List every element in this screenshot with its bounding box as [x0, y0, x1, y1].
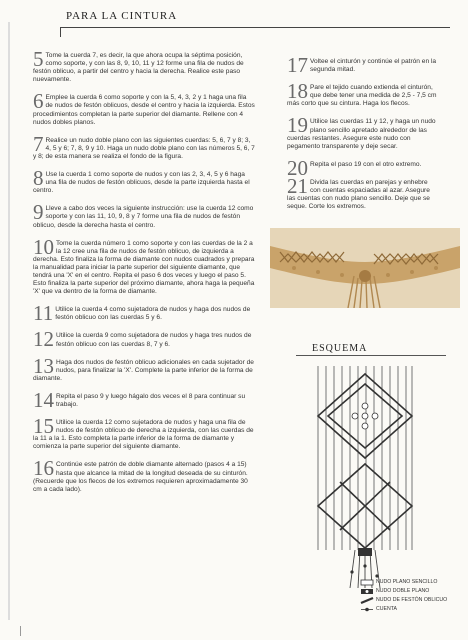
step-number: 16: [33, 456, 54, 481]
step-16: [33, 456, 255, 493]
step-text: Tome la cuerda 7, es decir, la que ahora ocupa la séptima posición, como soporte, y con las 8, 9, 10, 11 y 12 forme una fila de nudos de festón oblicuo, a partir del centro y hacia la derecha. Realice este paso nuevamente.: [33, 52, 244, 84]
legend-label: NUDO DE FESTÓN OBLICUO: [376, 597, 448, 603]
nudo-feston-oblicuo-icon: [360, 596, 374, 605]
cuenta-icon: [360, 605, 374, 614]
step-text: Use la cuerda 1 como soporte de nudos y con las 2, 3, 4, 5 y 6 haga una fila de nudos de festón oblicuos, desde la parte izquierda hasta el centro.: [33, 171, 250, 195]
page-foot-tick: [20, 626, 21, 636]
step-text: Tome la cuerda número 1 como soporte y con las cuerdas de la 2 a la 12 cree una fila de nudos de festón oblicuo, de izquierda a derecha. Esto finaliza la forma de diamante con nudos cuadrados y prepara la manualidad para iniciar la parte superior del siguiente diamante, que tendrá una 'X' en el centro. Repita el paso 6 dos veces y luego el paso 5. Esto finaliza la parte superior del próximo diamante, ahora haga la pequeña 'X' que va dentro de la forma de diamante.: [33, 239, 255, 296]
step-15: [33, 414, 255, 451]
step-9: [33, 200, 255, 229]
legend-item-nudo-doble-plano: [360, 587, 460, 596]
header-tick: [60, 27, 61, 37]
step-text: Repita el paso 9 y luego hágalo dos veces el 8 para continuar su trabajo.: [56, 392, 246, 408]
step-10: [33, 234, 255, 297]
nudo-doble-plano-icon: [360, 587, 374, 596]
step-text: Utilice la cuerda 12 como sujetadora de nudos y haga una fila de nudos de festón oblicuo de derecha a izquierda, con las cuerdas de la 11 a la 1. Esto completa la parte inferior de la forma de diamante y comienza la parte superior del siguiente diamante.: [33, 419, 254, 451]
step-number: 15: [33, 414, 54, 439]
page-edge: [8, 22, 10, 620]
step-number: 12: [33, 327, 54, 352]
step-number: 7: [33, 131, 44, 156]
step-11: [33, 301, 255, 326]
step-6: [33, 89, 255, 126]
step-text: Utilice las cuerdas 11 y 12, y haga un nudo plano sencillo apretado alrededor de las cuerdas restantes. Asegure este nudo con pegamento transparente y deje secar.: [287, 118, 436, 150]
right-column: [287, 53, 437, 221]
legend-label: NUDO PLANO SENCILLO: [376, 579, 438, 585]
step-12: [33, 327, 255, 352]
legend-label: CUENTA: [376, 606, 397, 612]
step-20: [287, 155, 437, 180]
header-rule: [60, 27, 450, 28]
step-text: Emplee la cuerda 6 como soporte y con la 5, 4, 3, 2 y 1 haga una fila de nudos de festón oblicuos, desde el centro y hacia la izquierda. Estos procedimientos completan la parte superior del diamante. Rellene con 4 nudos dobles planos.: [33, 94, 255, 126]
step-number: 10: [33, 234, 54, 259]
step-number: 5: [33, 47, 44, 71]
macrame-schema-diagram: [300, 360, 430, 590]
belt-photo-image: [270, 228, 460, 308]
step-7: [33, 131, 255, 161]
step-text: Realice un nudo doble plano con las siguientes cuerdas: 5, 6, 7 y 8; 3, 4, 5 y 6; 7, 8, 9 y 10. Haga un nudo doble plano con las números 5, 6, 7 y 8; de esta manera se realiza el fondo de la figura.: [33, 136, 255, 160]
step-number: 19: [287, 113, 308, 138]
diagram-rule: [296, 355, 446, 356]
step-number: 8: [33, 166, 44, 191]
legend-item-nudo-plano-sencillo: [360, 578, 460, 587]
nudo-plano-sencillo-icon: [360, 578, 374, 587]
step-21: [287, 173, 437, 211]
step-number: 18: [287, 79, 308, 104]
step-13: [33, 353, 255, 383]
step-19: [287, 113, 437, 150]
legend-item-cuenta: [360, 605, 460, 614]
step-text: Voltee el cinturón y continúe el patrón en la segunda mitad.: [310, 58, 437, 74]
step-17: [287, 53, 437, 77]
step-text: Divida las cuerdas en parejas y enhebre con cuentas espaciadas al azar. Asegure las cuentas con nudo plano sencillo. Deje que se seque. Corte los extremos.: [287, 178, 430, 211]
step-14: [33, 387, 255, 412]
step-text: Haga dos nudos de festón oblicuo adicionales en cada sujetador de nudos, para finalizar la 'X'. Complete la parte inferior de la forma de diamante.: [33, 358, 254, 382]
step-text: Repita el paso 19 con el otro extremo.: [310, 160, 422, 168]
step-5: [33, 47, 255, 84]
step-text: Utilice la cuerda 4 como sujetadora de nudos y haga dos nudos de festón oblicuo con las cuerdas 5 y 6.: [55, 306, 251, 322]
step-text: Continúe este patrón de doble diamante alternado (pasos 4 a 15) hasta que alcance la mitad de la longitud deseada de su cinturón. (Recuerde que los flecos de los extremos requieren aproximadamente 30 cm a cada lado).: [33, 461, 248, 493]
left-column: [33, 47, 255, 504]
step-text: Pare el tejido cuando extienda el cinturón, que debe tener una medida de 2,5 - 7,5 cm más corto que su cintura. Haga los flecos.: [287, 84, 437, 108]
step-number: 13: [33, 353, 54, 378]
step-text: Lleve a cabo dos veces la siguiente instrucción: use la cuerda 12 como soporte y con las 11, 10, 9, 8 y 7 forme una fila de nudos de festón oblicuo, desde la derecha hasta el centro.: [33, 205, 254, 229]
step-text: Utilice la cuerda 9 como sujetadora de nudos y haga tres nudos de festón oblicuo con las cuerdas 8, 7 y 6.: [56, 332, 252, 348]
step-8: [33, 166, 255, 195]
step-number: 20: [287, 155, 308, 180]
step-number: 21: [287, 173, 308, 198]
schema-svg: [300, 360, 430, 590]
step-number: 9: [33, 200, 44, 225]
belt-photo: [270, 228, 460, 308]
page-title: PARA LA CINTURA: [66, 10, 178, 22]
diagram-title: ESQUEMA: [312, 343, 368, 354]
legend-label: NUDO DOBLE PLANO: [376, 588, 430, 594]
diagram-legend: [360, 578, 460, 614]
step-number: 14: [33, 387, 54, 412]
step-number: 6: [33, 89, 44, 114]
step-number: 17: [287, 53, 308, 77]
step-18: [287, 79, 437, 108]
legend-item-nudo-feston-oblicuo: [360, 596, 460, 605]
step-number: 11: [33, 301, 54, 326]
page-header: [30, 10, 450, 26]
